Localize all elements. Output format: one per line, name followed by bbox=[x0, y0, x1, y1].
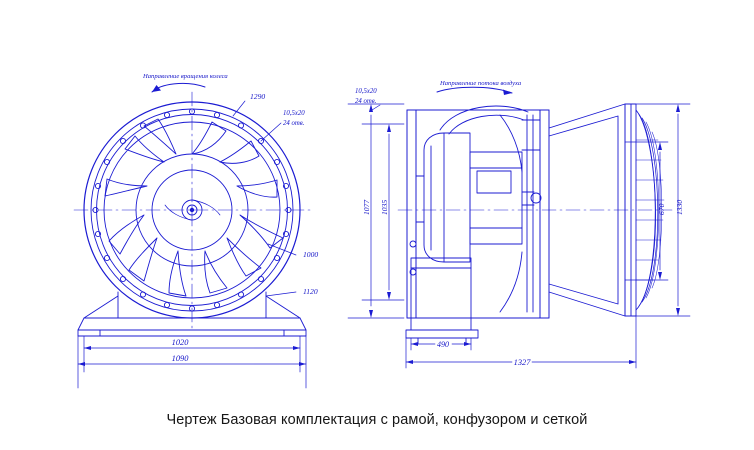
right-dim-1327: 1327 bbox=[513, 358, 531, 367]
junction-box bbox=[406, 241, 478, 344]
rotation-arrow-icon bbox=[152, 83, 205, 92]
left-dim-1000: 1000 bbox=[303, 250, 319, 259]
impeller-section bbox=[500, 115, 540, 312]
left-dim-1290: 1290 bbox=[250, 92, 266, 101]
motor-body bbox=[416, 133, 541, 262]
right-dim-670: 670 bbox=[657, 203, 666, 215]
casing-body bbox=[407, 110, 549, 318]
right-dim-490: 490 bbox=[437, 340, 449, 349]
left-front-view bbox=[74, 83, 310, 388]
left-hole-count: 24 отв. bbox=[283, 120, 305, 127]
left-view-title: Направление вращения колеса bbox=[143, 73, 228, 80]
right-dim-1035: 1035 bbox=[380, 199, 389, 215]
right-hole-spec: 10,5x20 bbox=[355, 88, 377, 95]
drawing-caption: Чертеж Базовая комплектация с рамой, конфузором и сеткой bbox=[166, 412, 588, 428]
left-dim-1020: 1020 bbox=[171, 338, 189, 347]
left-hole-spec: 10,5x20 bbox=[283, 110, 305, 117]
right-view-title: Направление потока воздуха bbox=[440, 80, 522, 87]
bottom-dimensions bbox=[78, 336, 306, 388]
left-dim-1120: 1120 bbox=[303, 287, 318, 296]
right-side-view bbox=[348, 87, 690, 368]
airflow-arrow-icon bbox=[437, 87, 512, 95]
left-vertical-dimensions bbox=[348, 104, 404, 318]
right-hole-count: 24 отв. bbox=[355, 98, 377, 105]
right-dim-1330: 1330 bbox=[675, 199, 684, 215]
left-dim-1090: 1090 bbox=[171, 354, 189, 363]
right-dim-1077: 1077 bbox=[362, 199, 371, 215]
hole-spec-leader bbox=[372, 105, 380, 110]
